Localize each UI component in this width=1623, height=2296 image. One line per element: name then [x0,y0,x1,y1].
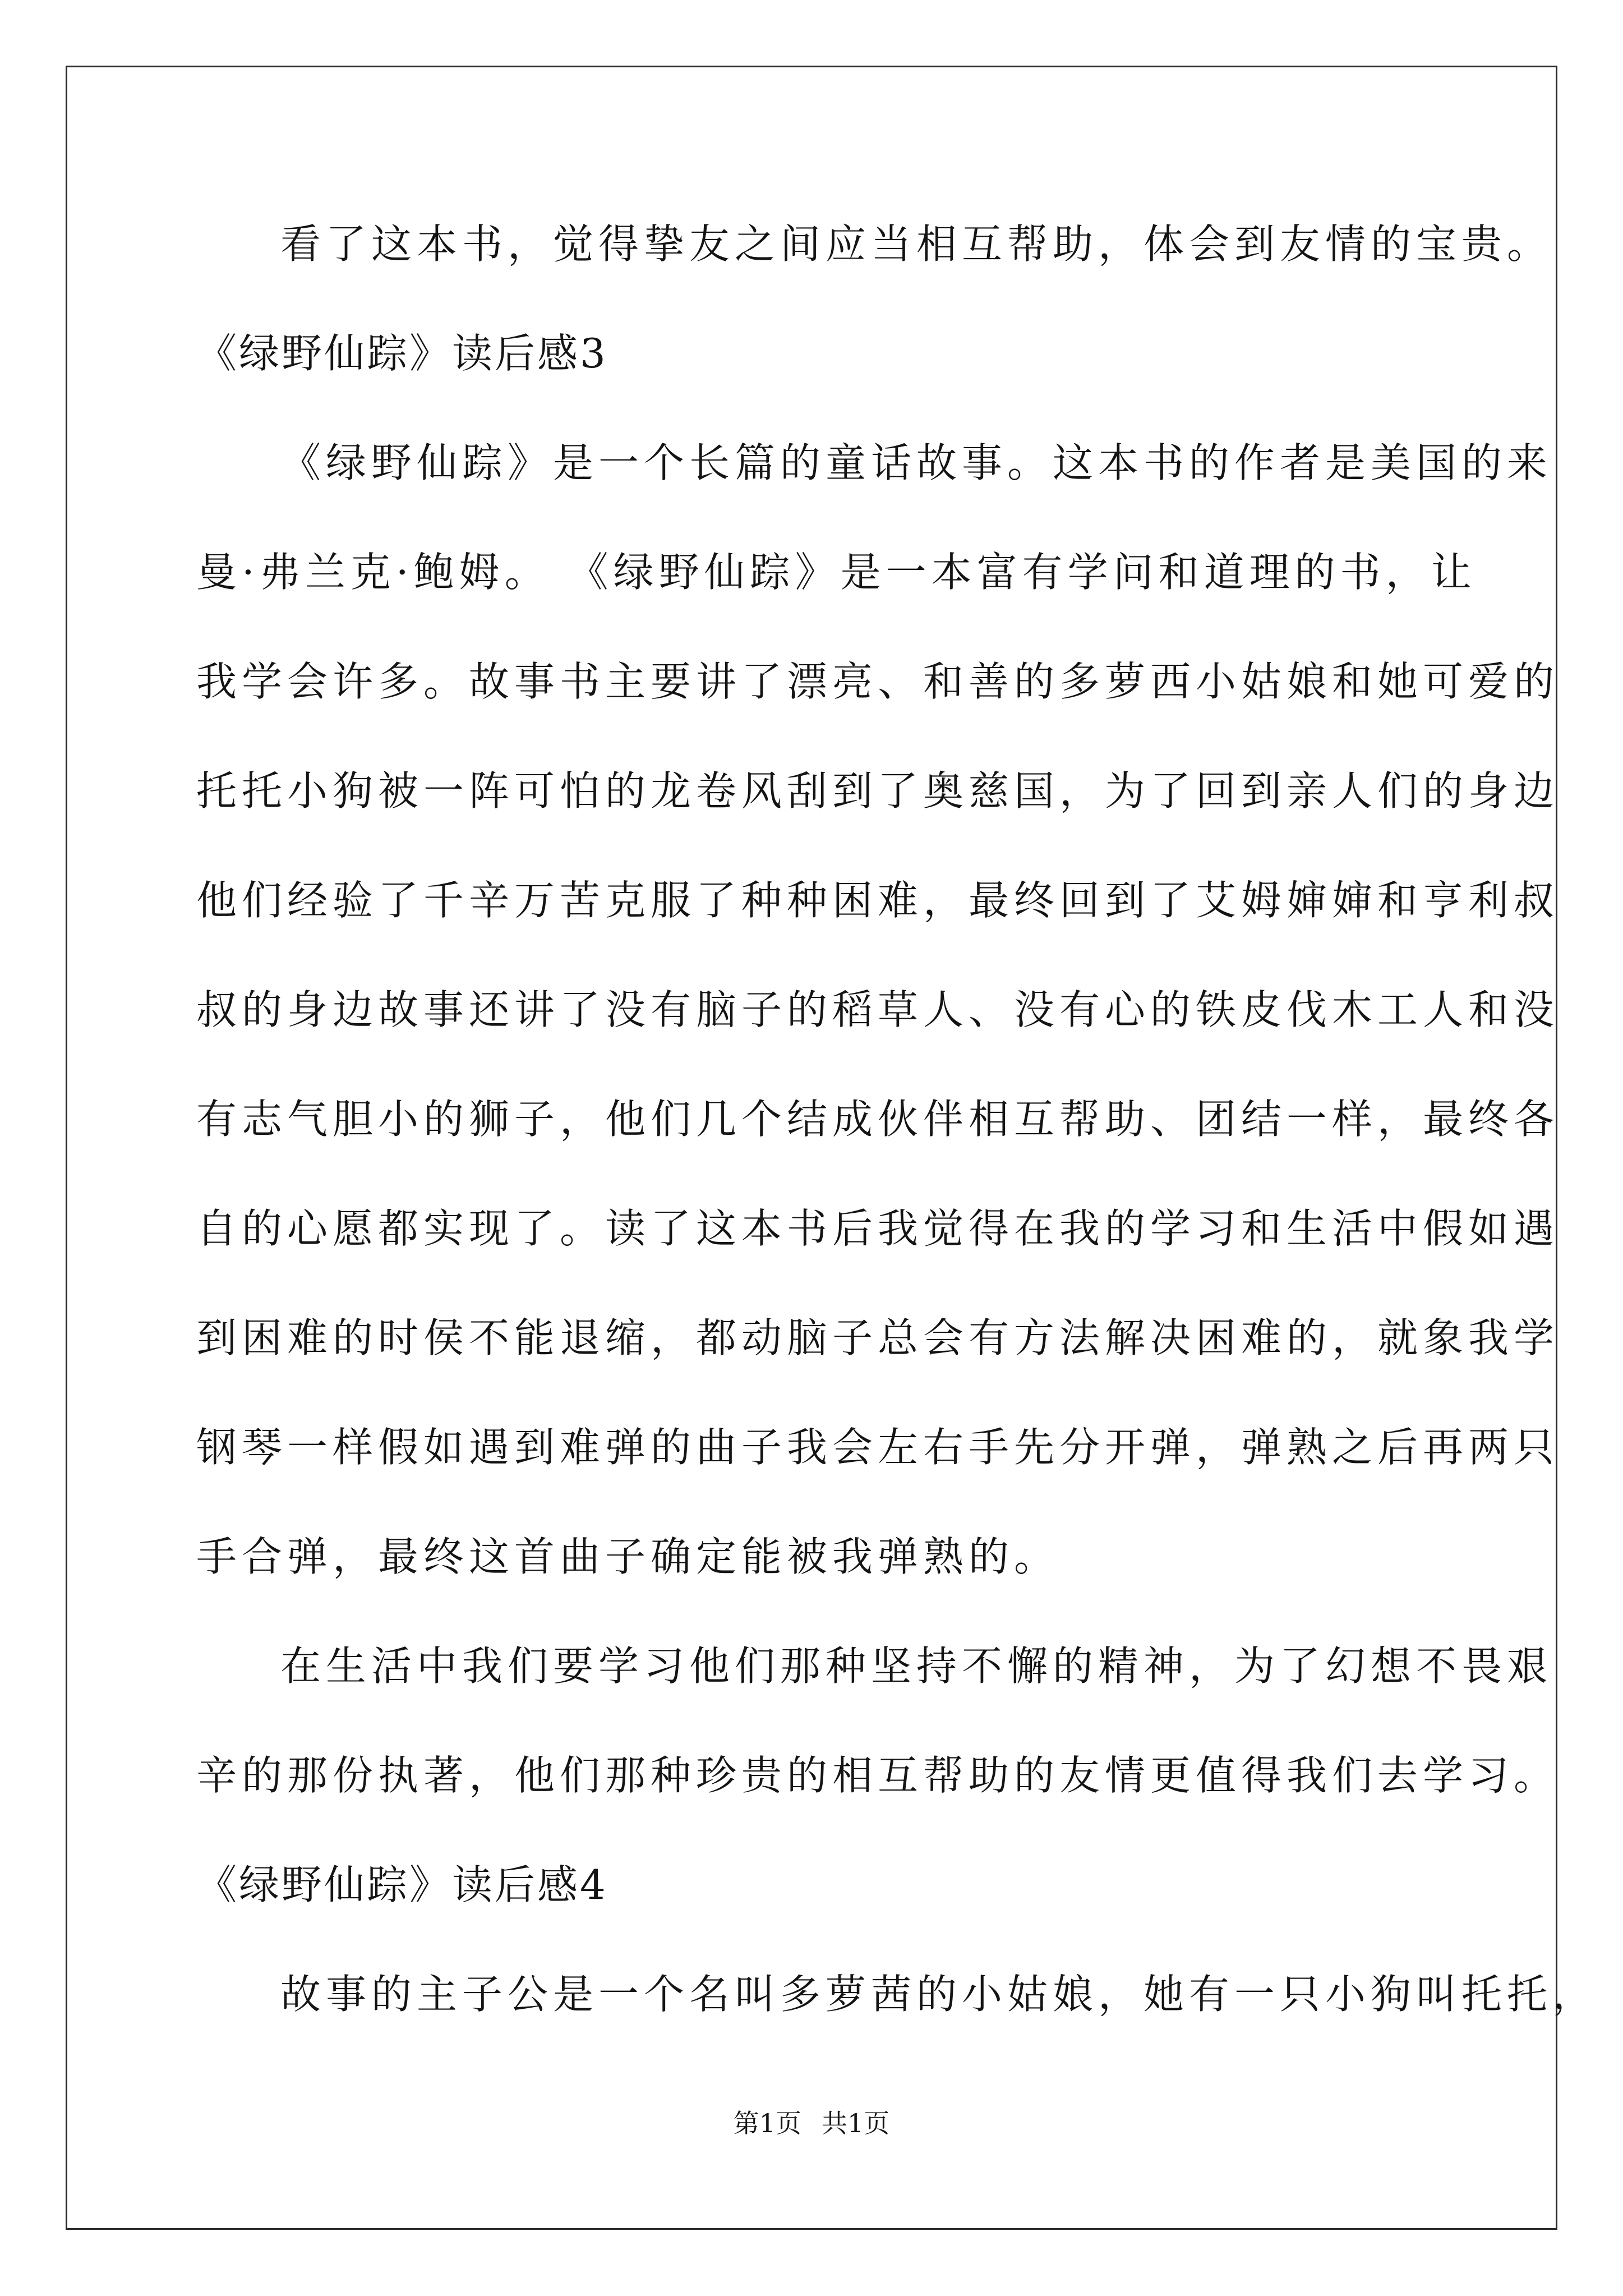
paragraph-line: 钢琴一样假如遇到难弹的曲子我会左右手先分开弹，弹熟之后再两只 [196,1424,1560,1471]
paragraph-line: 我学会许多。故事书主要讲了漂亮、和善的多萝西小姑娘和她可爱的 [196,658,1560,705]
section-heading: 《绿野仙踪》读后感4 [196,1861,608,1908]
paragraph-line: 有志气胆小的狮子，他们几个结成伙伴相互帮助、团结一样，最终各 [196,1096,1560,1143]
page-footer [0,2106,1623,2140]
paragraph-line: 叔的身边故事还讲了没有脑子的稻草人、没有心的铁皮伐木工人和没 [196,986,1560,1033]
paragraph-line: 在生活中我们要学习他们那种坚持不懈的精神，为了幻想不畏艰 [280,1642,1553,1690]
paragraph-line: 自的心愿都实现了。读了这本书后我觉得在我的学习和生活中假如遇 [196,1205,1560,1252]
paragraph-line: 看了这本书，觉得挚友之间应当相互帮助，体会到友情的宝贵。 [280,220,1553,268]
page-total: 共1页 [822,2108,890,2138]
paragraph-line: 他们经验了千辛万苦克服了种种困难，最终回到了艾姆婶婶和亨利叔 [196,877,1560,924]
paragraph-line: 故事的主子公是一个名叫多萝茜的小姑娘，她有一只小狗叫托托， [280,1971,1598,2018]
paragraph-line: 托托小狗被一阵可怕的龙卷风刮到了奥慈国，为了回到亲人们的身边 [196,767,1560,815]
page-number: 第1页 [733,2108,801,2138]
paragraph-line: 到困难的时侯不能退缩，都动脑子总会有方法解决困难的，就象我学 [196,1314,1560,1361]
paragraph-line: 辛的那份执著，他们那种珍贵的相互帮助的友情更值得我们去学习。 [196,1752,1560,1799]
paragraph-line: 手合弹，最终这首曲子确定能被我弹熟的。 [196,1533,1060,1580]
section-heading: 《绿野仙踪》读后感3 [196,330,608,377]
paragraph-line: 曼·弗兰克·鲍姆。 《绿野仙踪》是一本富有学问和道理的书，让 [196,549,1477,596]
paragraph-line: 《绿野仙踪》是一个长篇的童话故事。这本书的作者是美国的来 [280,439,1553,486]
